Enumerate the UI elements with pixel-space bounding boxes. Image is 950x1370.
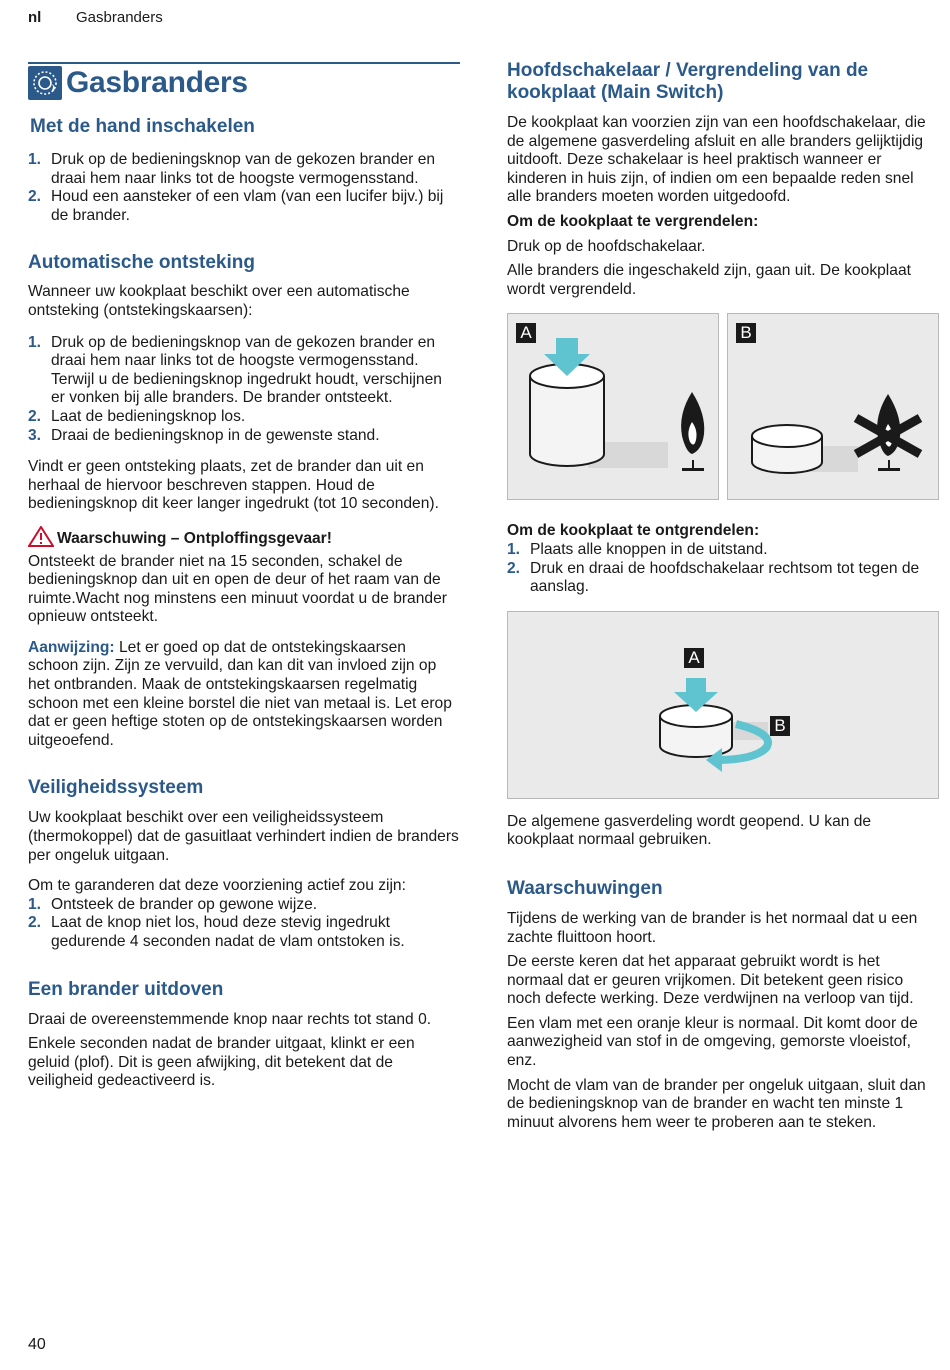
warning-triangle-icon [28,526,54,553]
page-title: Gasbranders [66,66,248,99]
safety-intro: Uw kookplaat beschikt over een veiligheidssysteem (thermokoppel) dat de gasuitlaat verhindert indien de branders per ongeluk uitgaan. [28,809,459,864]
warnings-text-1: Tijdens de werking van de brander is het normaal dat u een zachte fluittoon hoort. [507,909,918,946]
right-column [507,60,939,1132]
left-column [28,62,460,1091]
gas-burner-icon [28,66,62,100]
list-item: 1. Druk op de bedieningsknop van de gekozen brander en draai hem naar links tot de hoogste vermogensstand. [28,151,436,187]
list-item: 2. Laat de bedieningsknop los. [28,407,246,425]
figure-label-a: A [684,648,704,668]
auto-intro: Wanneer uw kookplaat beschikt over een automatische ontsteking (ontstekingskaarsen): [28,283,410,319]
lock-figure [507,313,939,500]
extinguish-heading: Een brander uitdoven [28,978,224,1000]
list-item: 1. Ontsteek de brander op gewone wijze. [28,895,318,913]
language-code: nl [28,9,42,26]
figure-panel-a [507,313,719,500]
manual-steps [28,151,460,225]
warnings-heading: Waarschuwingen [507,877,663,899]
list-item: 2. Houd een aansteker of een vlam (van een lucifer bijv.) bij de brander. [28,188,444,224]
extinguish-text-1: Draai de overeenstemmende knop naar rechts tot stand 0. [28,1010,432,1028]
figure-label-b: B [736,323,756,343]
list-item: 3. Draai de bedieningsknop in de gewenste stand. [28,426,380,444]
warnings-text-4: Mocht de vlam van de brander per ongeluk uitgaan, sluit dan de bedieningsknop van de brander en wacht ten minste 1 minuut alvorens hem weer te proberen aan te steken. [507,1076,926,1131]
main-switch-heading: Hoofdschakelaar / Vergrendeling van de kookplaat (Main Switch) [507,60,869,103]
figure-panel-b [727,313,939,500]
note-label: Aanwijzing: [28,638,115,656]
manual-heading: Met de hand inschakelen [30,116,255,137]
list-item: 2. Laat de knop niet los, houd deze stevig ingedrukt gedurende 4 seconden nadat de vlam ontstoken is. [28,914,405,950]
warning-text: Ontsteekt de brander niet na 15 seconden, schakel de bedieningsknop dan uit en open de deur of het raam van de ruimte.Wacht nog minstens een minuut voordat u de brander opnieuw ontsteekt. [28,552,447,626]
burner-press-illustration [508,314,720,501]
page-number: 40 [28,1336,46,1353]
extinguish-text-2: Enkele seconden nadat de brander uitgaat, klinkt er een geluid (plof). Dit is geen afwijking, dit betekent dat de veiligheid gedeactiveerd is. [28,1035,415,1090]
unlock-result-text: De algemene gasverdeling wordt geopend. U kan de kookplaat normaal gebruiken. [507,812,872,849]
unlock-heading: Om de kookplaat te ontgrendelen: [507,522,760,540]
auto-steps [28,334,460,446]
list-item: 2. Druk en draai de hoofdschakelaar rechtsom tot tegen de aanslag. [507,559,920,596]
safety-lead: Om te garanderen dat deze voorziening actief zou zijn: [28,877,406,895]
safety-steps [28,896,460,952]
warnings-text-3: Een vlam met een oranje kleur is normaal. Dit komt door de aanwezigheid van stof in de omgeving, gemorste vloeistof, enz. [507,1014,918,1070]
main-switch-intro: De kookplaat kan voorzien zijn van een hoofdschakelaar, die de algemene gasverdeling afsluit en alle branders gelijktijdig uitdooft. Deze schakelaar is heel praktisch wanneer er kinderen in huis zijn, of indien om een bepaalde reden snel alle branders moeten worden uitgedoofd. [507,114,926,206]
lock-result-text: Alle branders die ingeschakeld zijn, gaan uit. De kookplaat wordt vergrendeld. [507,262,911,298]
list-item: 1. Druk op de bedieningsknop van de gekozen brander en draai hem naar links tot de hoogste vermogensstand. Terwijl u de bedieningsknop ingedrukt houdt, verschijnen er vonken bij alle branders. De brander ontsteekt. [28,333,442,407]
warnings-text-2: De eerste keren dat het apparaat gebruikt wordt is het normaal dat er geuren vrijkomen. Dit betekent geen risico noch defecte werking. Deze verdwijnen na verloop van tijd. [507,953,914,1008]
rotate-switch-illustration [508,612,940,800]
figure-label-b: B [770,716,790,736]
page-title-row [28,62,460,100]
list-item: 1. Plaats alle knoppen in de uitstand. [507,540,768,558]
safety-heading: Veiligheidssysteem [28,777,204,799]
unlock-steps [507,541,939,597]
figure-label-a: A [516,323,536,343]
running-header: Gasbranders [76,9,163,26]
unlock-figure [507,611,939,799]
warning-heading: Waarschuwing – Ontploffingsgevaar! [28,526,460,553]
note-paragraph [28,639,460,751]
lock-heading: Om de kookplaat te vergrendelen: [507,212,759,230]
burner-off-illustration [728,314,940,501]
lock-step-text: Druk op de hoofdschakelaar. [507,237,706,255]
auto-ignition-heading: Automatische ontsteking [28,252,255,274]
note-text: Let er goed op dat de ontstekingskaarsen schoon zijn. Zijn ze vervuild, dan kan dit van invloed zijn op het ontbranden. Maak de ontstekingskaarsen regelmatig schoon met een kleine borstel die niet van metaal is. Let erop dat er geen heftige stoten op de ontstekingskaarsen worden uitgeoefend. [28,638,452,749]
auto-after-text: Vindt er geen ontsteking plaats, zet de brander dan uit en herhaal de hiervoor beschreven stappen. Houd de bedieningsknop dit keer langer ingedrukt (tot 10 seconden). [28,458,439,513]
